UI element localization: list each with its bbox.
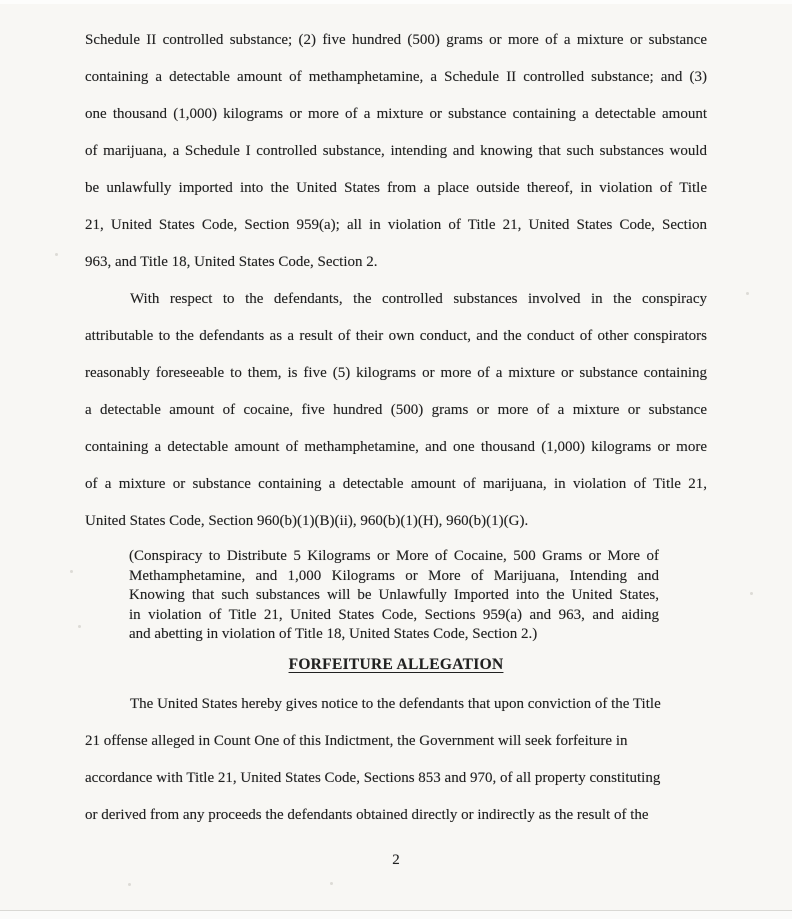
text-line: 963, and Title 18, United States Code, Section 2. bbox=[85, 254, 378, 270]
text-line: Methamphetamine, and 1,000 Kilograms or More of Marijuana, Intending and bbox=[129, 567, 659, 584]
text-line: FORFEITURE ALLEGATION bbox=[288, 655, 504, 673]
text-line: reasonably foreseeable to them, is five (5) kilograms or more of a mixture or substance containing bbox=[85, 365, 707, 381]
text-line: With respect to the defendants, the controlled substances involved in the conspiracy bbox=[130, 291, 707, 307]
paragraph-charge-summary-block bbox=[129, 547, 659, 645]
text-line: Schedule II controlled substance; (2) five hundred (500) grams or more of a mixture or substance bbox=[85, 32, 707, 48]
text-line: containing a detectable amount of methamphetamine, a Schedule II controlled substance; and (3) bbox=[85, 69, 707, 85]
text-line: of marijuana, a Schedule I controlled substance, intending and knowing that such substances would bbox=[85, 143, 707, 159]
text-line: attributable to the defendants as a result of their own conduct, and the conduct of other conspirators bbox=[85, 328, 707, 344]
text-line: and abetting in violation of Title 18, United States Code, Section 2.) bbox=[129, 626, 538, 642]
text-line: of a mixture or substance containing a detectable amount of marijuana, in violation of Title 21, bbox=[85, 476, 707, 492]
document-content bbox=[85, 22, 707, 834]
scan-speck bbox=[78, 625, 81, 628]
text-line: be unlawfully imported into the United States from a place outside thereof, in violation of Title bbox=[85, 180, 707, 196]
text-line: one thousand (1,000) kilograms or more of a mixture or substance containing a detectable amount bbox=[85, 106, 707, 122]
text-line: accordance with Title 21, United States Code, Sections 853 and 970, of all property constituting bbox=[85, 769, 661, 786]
text-line: Knowing that such substances will be Unlawfully Imported into the United States, bbox=[129, 587, 659, 603]
text-line: a detectable amount of cocaine, five hundred (500) grams or more of a mixture or substance bbox=[85, 402, 707, 418]
text-line: (Conspiracy to Distribute 5 Kilograms or More of Cocaine, 500 Grams or More of bbox=[129, 548, 659, 564]
scan-bottom-edge bbox=[0, 910, 792, 919]
scan-speck bbox=[55, 253, 58, 256]
text-line: 21 offense alleged in Count One of this Indictment, the Government will seek forfeiture in bbox=[85, 732, 628, 749]
scan-speck bbox=[750, 592, 753, 595]
text-line: or derived from any proceeds the defendants obtained directly or indirectly as the result of the bbox=[85, 806, 649, 823]
paragraph-attributable-quantities bbox=[85, 281, 707, 540]
page-number: 2 bbox=[392, 852, 400, 868]
scan-speck bbox=[746, 292, 749, 295]
scan-speck bbox=[330, 882, 333, 885]
text-line: containing a detectable amount of methamphetamine, and one thousand (1,000) kilograms or more bbox=[85, 439, 707, 455]
paragraph-forfeiture-notice bbox=[85, 686, 707, 834]
text-line: The United States hereby gives notice to the defendants that upon conviction of the Title bbox=[130, 695, 661, 712]
paragraph-count-one-continuation bbox=[85, 22, 707, 281]
text-line: in violation of Title 21, United States Code, Sections 959(a) and 963, and aiding bbox=[129, 606, 659, 623]
scan-top-edge bbox=[0, 0, 792, 4]
paragraph-forfeiture-heading bbox=[85, 653, 707, 677]
text-line: United States Code, Section 960(b)(1)(B)(ii), 960(b)(1)(H), 960(b)(1)(G). bbox=[85, 513, 529, 529]
scan-speck bbox=[70, 570, 73, 573]
scan-speck bbox=[128, 883, 131, 886]
text-line: 21, United States Code, Section 959(a); all in violation of Title 21, United States Code, Section bbox=[85, 217, 707, 233]
